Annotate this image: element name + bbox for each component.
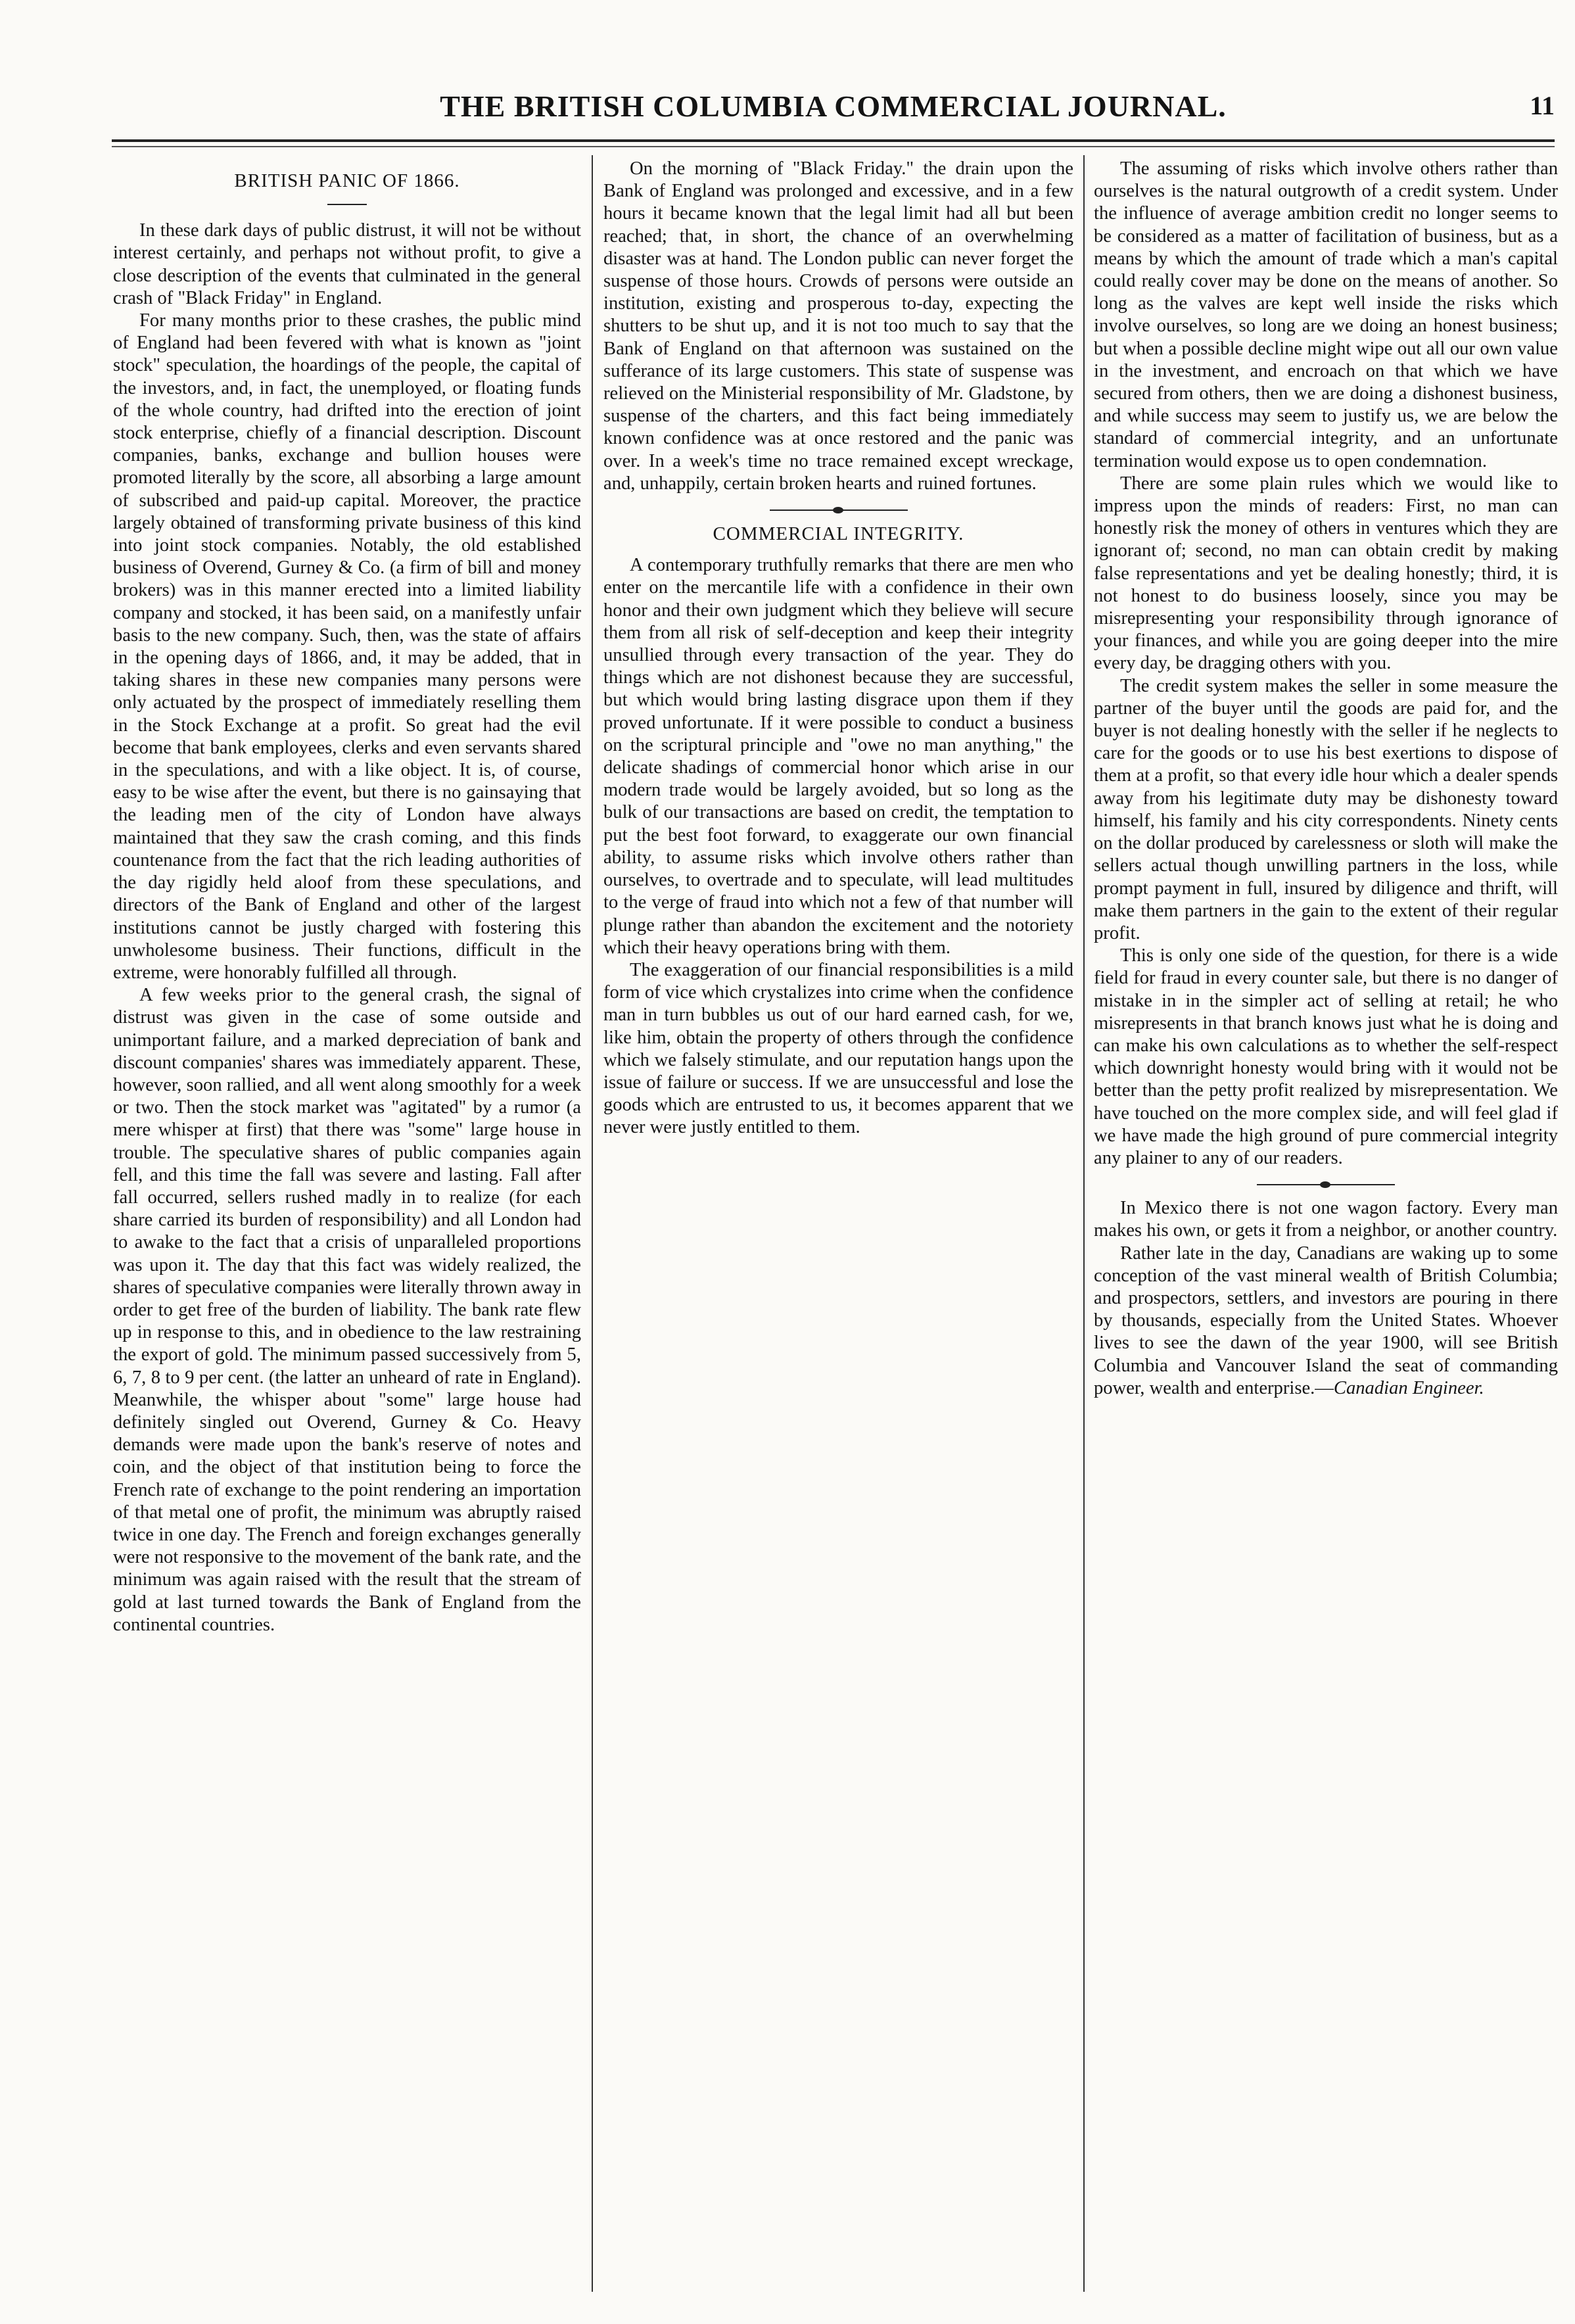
- article-paragraph: For many months prior to these crashes, the public mind of England had been fevered with what is known as "joint stock" speculation, the hoardings of the people, the capital of the investors, and, in fact, the unemployed, or floating funds of the whole country, had drifted into the erection of joint stock enterprise, chiefly of a financial description. Discount companies, banks, exchange and bullion houses were promoted literally by the score, all absorbing a large amount of subscribed and paid-up capital. Moreover, the practice largely obtained of transforming private business of this kind into joint stock companies. Notably, the old established business of Overend, Gurney & Co. (a firm of bill and money brokers) was in this manner erected into a limited liability company and stocked, it has been said, on a manifestly unfair basis to the new company. Such, then, was the state of affairs in the opening days of 1866, and, it may be added, that in taking shares in these new companies many persons were only actuated by the prospect of immediately reselling them in the Stock Exchange at a profit. So great had the evil become that bank employees, clerks and even servants shared in the speculations, and with a like object. It is, of course, easy to be wise after the event, but there is no gainsaying that the leading men of the city of London have always maintained that they saw the crash coming, and this finds countenance from the fact that the rich leading authorities of the day rigidly held aloof from these speculations, and directors of the Bank of England and other of the largest institutions cannot be justly charged with fostering this unwholesome business. Their functions, difficult in the extreme, were honorably fulfilled all through.: [113, 310, 581, 983]
- column-3: [1094, 158, 1558, 2288]
- masthead: [112, 89, 1555, 141]
- article-paragraph: There are some plain rules which we would like to impress upon the minds of readers: First, no man can honestly risk the money of others in ventures which they are ignorant of; second, no man can obtain credit by making false representations and yet be dealing honestly; third, it is not honest to do business loosely, since you may be misrepresenting your responsibility through ignorance of your finances, and while you are going deeper into the mire every day, be dragging others with you.: [1094, 473, 1558, 674]
- column-1: [113, 158, 581, 2288]
- page-number: 11: [1530, 91, 1555, 120]
- article-paragraph: A contemporary truthfully remarks that there are men who enter on the mercantile life with a confidence in their own honor and their own judgment which they believe will secure them from all risk of self-deception and keep their integrity unsullied through every transaction of the year. They do things which are not dishonest because they are successful, but which would bring lasting disgrace upon them if they proved unfortunate. If it were possible to conduct a business on the scriptural principle and "owe no man anything," the delicate shadings of commercial honor which arise in our modern trade would be largely avoided, but so long as the bulk of our transactions are based on credit, the temptation to put the best foot forward, to exaggerate our own financial ability, to assume risks which involve others rather than ourselves, to overtrade and to speculate, will lead multitudes to the verge of fraud into which not a few of that number will plunge rather than abandon the excitement and the notoriety which their heavy operations bring with them.: [603, 555, 1073, 958]
- article-paragraph: On the morning of "Black Friday." the drain upon the Bank of England was prolonged and excessive, and in a few hours it became known that the legal limit had all but been reached; that, in short, the chance of an overwhelming disaster was at hand. The London public can never forget the suspense of those hours. Crowds of persons were outside an institution, existing and prosperous to-day, expecting the shutters to be shut up, and it is not too much to say that the Bank of England on that afternoon was sustained on the sufferance of its large customers. This state of suspense was relieved on the Ministerial responsibility of Mr. Gladstone, by suspense of the charters, and this fact being immediately known confidence was at once restored and the panic was over. In a week's time no trace remained except wreckage, and, unhappily, certain broken hearts and ruined fortunes.: [603, 158, 1073, 494]
- column-rule-2: [1083, 155, 1085, 2292]
- article-paragraph: The exaggeration of our financial responsibilities is a mild form of vice which crystalizes into crime when the confidence man in turn bubbles us out of our hard earned cash, for we, like him, obtain the property of others through the confidence which we falsely stimulate, and our reputation hangs upon the issue of failure or success. If we are unsuccessful and lose the goods which are entrusted to us, it becomes apparent that we never were justly entitled to them.: [603, 959, 1073, 1138]
- article-paragraph: In these dark days of public distrust, it will not be without interest certainly, and perhaps not without profit, to give a close description of the events that culminated in the general crash of "Black Friday" in England.: [113, 220, 581, 308]
- journal-title: THE BRITISH COLUMBIA COMMERCIAL JOURNAL.: [440, 89, 1227, 123]
- column-2: [603, 158, 1073, 2288]
- header-rule: [112, 139, 1555, 142]
- article-paragraph: A few weeks prior to the general crash, the signal of distrust was given in the case of some outside and unimportant failure, and a marked depreciation of bank and discount companies' shares was immediately apparent. These, however, soon rallied, and all went along smoothly for a week or two. Then the stock market was "agitated" by a rumor (a mere whisper at first) that there was "some" large house in trouble. The speculative shares of public companies again fell, and this time the fall was severe and lasting. Fall after fall occurred, sellers rushed madly in to realize (for each share carried its burden of responsibility) and all London had to awake to the fact that a crisis of unparalleled proportions was upon it. The day that this fact was widely realized, the shares of speculative companies were literally thrown away in order to get free of the burden of liability. The bank rate flew up in response to this, and in obedience to the law restraining the export of gold. The minimum passed successively from 5, 6, 7, 8 to 9 per cent. (the latter an unheard of rate in England). Meanwhile, the whisper about "some" large house had definitely singled out Overend, Gurney & Co. Heavy demands were made upon the bank's reserve of notes and coin, and the object of that institution being to force the French rate of exchange to the point rendering an importation of that metal one of profit, the minimum was abruptly raised twice in one day. The French and foreign exchanges generally were not responsive to the movement of the bank rate, and the minimum was again raised with the result that the stream of gold at last turned towards the Bank of England from the continental countries.: [113, 985, 581, 1635]
- headline-dash: [327, 204, 367, 205]
- article-paragraph: This is only one side of the question, for there is a wide field for fraud in every counter sale, but there is no danger of mistake in in the simpler act of selling at retail; he who misrepresents in that branch knows just what he is doing and can make his own calculations as to whether the self-respect which downright honesty would bring with it would not be better than the petty profit realized by misrepresentation. We have touched on the more complex side, and will feel glad if we have made the high ground of pure commercial integrity any plainer to any of our readers.: [1094, 945, 1558, 1168]
- news-note: [1094, 1243, 1558, 1400]
- header-rule-thin: [112, 146, 1555, 147]
- section-divider: [1257, 1184, 1395, 1185]
- note-credit: Canadian Engineer.: [1333, 1377, 1484, 1398]
- article-headline-commercial-integrity: COMMERCIAL INTEGRITY.: [713, 523, 964, 545]
- section-divider: [770, 510, 908, 511]
- article-paragraph: The assuming of risks which involve others rather than ourselves is the natural outgrowth of a credit system. Under the influence of average ambition credit no longer seems to be considered as a matter of facilitation of business, but as a means by which the amount of trade which a man's capital could really cover may be done on the means of another. So long as the valves are kept well inside the risks which involve ourselves, so long are we doing an honest business; but when a possible decline might wipe out all our own value in the investment, and encroach on that which we have secured from others, then we are doing a dishonest business, and while success may seem to justify us, we are below the standard of commercial integrity, and an unfortunate termination would expose us to open condemnation.: [1094, 158, 1558, 471]
- article-headline-british-panic: BRITISH PANIC OF 1866.: [234, 170, 460, 191]
- news-note: In Mexico there is not one wagon factory. Every man makes his own, or gets it from a neighbor, or another country.: [1094, 1198, 1558, 1241]
- column-rule-1: [592, 155, 593, 2292]
- article-paragraph: The credit system makes the seller in some measure the partner of the buyer until the goods are paid for, and the buyer is not dealing honestly with the seller if he neglects to care for the goods or to use his best exertions to dispose of them at a profit, so that every idle hour which a dealer spends away from his legitimate duty may be dishonesty toward himself, his family and his city correspondents. Ninety cents on the dollar produced by carelessness or sloth will make the sellers actual though unwilling partners in the loss, while prompt payment in full, insured by diligence and thrift, will make them partners in the gain to the extent of their regular profit.: [1094, 675, 1558, 943]
- news-note-text: Rather late in the day, Canadians are waking up to some conception of the vast mineral wealth of British Columbia; and prospectors, settlers, and investors are pouring in there by thousands, especially from the United States. Whoever lives to see the dawn of the year 1900, will see British Columbia and Vancouver Island the seat of commanding power, wealth and enterprise.—: [1094, 1243, 1558, 1398]
